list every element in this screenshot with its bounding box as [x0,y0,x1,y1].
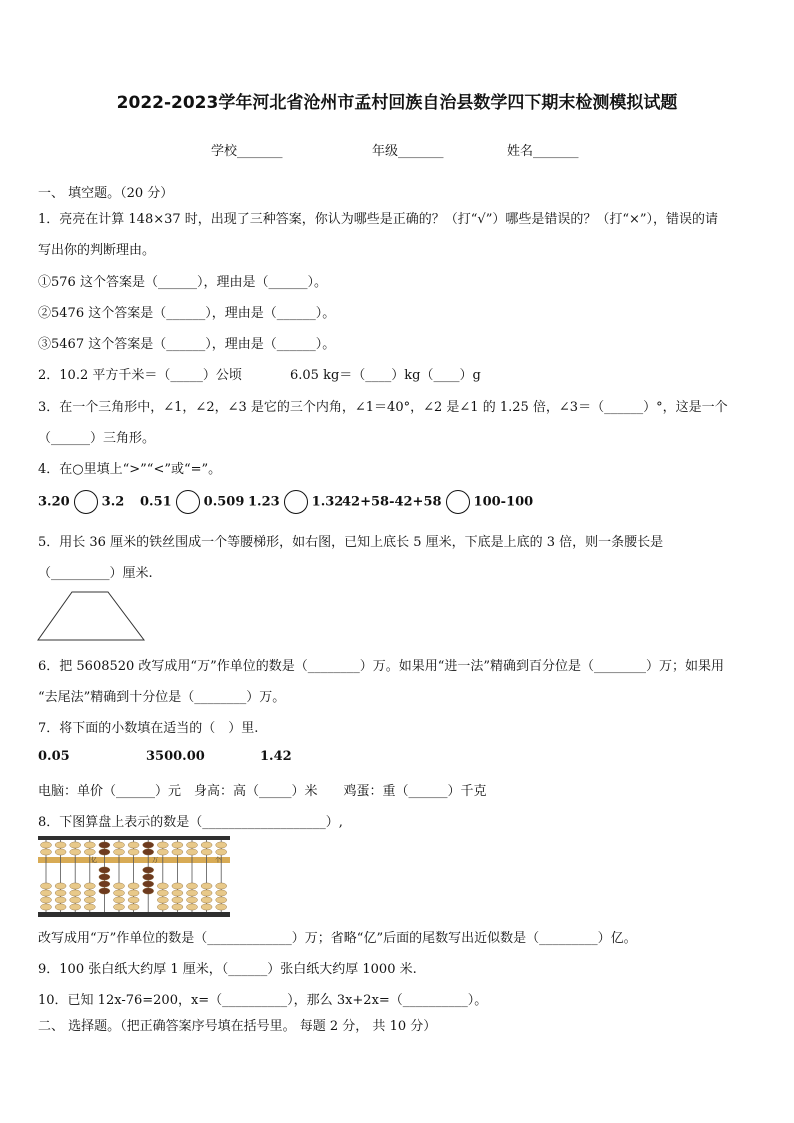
abacus-bead [99,881,110,887]
abacus-bead [55,849,66,855]
trapezoid-figure [36,590,148,642]
abacus-bead [70,897,81,903]
abacus-bead [70,842,81,848]
abacus-bead [128,897,139,903]
compare-circle[interactable] [74,490,98,514]
abacus-bead [99,888,110,894]
abacus-bead [128,842,139,848]
q4-item1-right: 3.2 [101,494,125,510]
abacus-bead [216,897,227,903]
abacus-bead [143,849,154,855]
abacus-bead [157,883,168,889]
abacus-bead [187,890,198,896]
q1-line1: 1．亮亮在计算 148×37 时，出现了三种答案，你认为哪些是正确的？（打“√”）哪些是错误的？（打“×”），错误的请 [38,212,719,227]
grade-field: 年级_______ [372,144,444,159]
abacus-bead [157,897,168,903]
abacus-figure [38,836,230,918]
name-field: 姓名_______ [507,144,579,159]
q4-item3 [248,490,343,514]
q4-item3-right: 1.32 [311,494,344,510]
abacus-bead [128,890,139,896]
q7-number-2: 3500.00 [146,749,205,764]
abacus-bead [216,904,227,910]
abacus-bead [41,904,52,910]
page-title: 2022-2023学年河北省沧州市孟村回族自治县数学四下期末检测模拟试题 [116,93,678,113]
abacus-bead [143,888,154,894]
abacus-bead [216,883,227,889]
q4-item2-right: 0.509 [203,494,245,510]
abacus-bead [55,842,66,848]
abacus-bead [157,849,168,855]
q6-line1: 6．把 5608520 改写成用“万”作单位的数是（________）万。如果用“进一法”精确到百分位是（________）万；如果用 [38,659,725,674]
section1-heading: 一、 填空题。（20 分） [38,186,174,201]
abacus-bead [84,849,95,855]
abacus-bead [128,904,139,910]
abacus-bead [41,849,52,855]
abacus-bead [70,883,81,889]
abacus-bead [216,842,227,848]
abacus-bead [55,883,66,889]
abacus-bead [187,904,198,910]
abacus-label-ge: 个 [215,857,222,864]
q5-line2: （_________）厘米. [38,566,153,581]
abacus-bead [55,897,66,903]
q4-item1-left: 3.20 [38,494,70,510]
abacus-bead [114,849,125,855]
abacus-bead [70,890,81,896]
abacus-bottom-frame [38,912,230,917]
abacus-bead [187,883,198,889]
abacus-bead [99,874,110,880]
compare-circle[interactable] [284,490,308,514]
abacus-bead [84,883,95,889]
abacus-bead [216,849,227,855]
q2-part-a: 2．10.2 平方千米＝（_____）公顷 [38,368,242,383]
abacus-bead [84,897,95,903]
abacus-bead [187,849,198,855]
q4-item3-left: 1.23 [248,494,280,510]
trapezoid-shape [38,592,144,640]
abacus-bead [143,881,154,887]
abacus-bead [172,897,183,903]
q8-followup: 改写成用“万”作单位的数是（_____________）万；省略“亿”后面的尾数写出近似数是（_________）亿。 [38,931,637,946]
abacus-bead [99,849,110,855]
abacus-bead [114,890,125,896]
abacus-bead [187,897,198,903]
abacus-bead [201,904,212,910]
abacus-top-frame [38,836,230,840]
q4-item2-left: 0.51 [140,494,172,510]
abacus-bead [70,904,81,910]
abacus-bead [41,842,52,848]
abacus-bead [114,897,125,903]
abacus-label-yi: 亿 [91,857,98,864]
compare-circle[interactable] [176,490,200,514]
abacus-bead [128,883,139,889]
abacus-bead [157,904,168,910]
q4-item4-left: 42+58-42+58 [342,494,442,510]
q5-line1: 5．用长 36 厘米的铁丝围成一个等腰梯形，如右图，已知上底长 5 厘米，下底是上底的 3 倍，则一条腰长是 [38,535,664,550]
abacus-bead [41,897,52,903]
q6-line2: “去尾法”精确到十分位是（________）万。 [38,690,286,705]
abacus-bead [55,904,66,910]
school-field: 学校_______ [211,144,283,159]
q1-line2: 写出你的判断理由。 [38,243,156,258]
compare-circle[interactable] [446,490,470,514]
q3-line2: （______）三角形。 [38,431,156,446]
abacus-bead [99,842,110,848]
abacus-bead [216,890,227,896]
q1-option1: ①576 这个答案是（______），理由是（______）。 [38,275,327,290]
abacus-bead [143,867,154,873]
abacus-bead [84,904,95,910]
q3-line1: 3．在一个三角形中，∠1，∠2，∠3 是它的三个内角，∠1＝40°，∠2 是∠1 的 1.25 倍，∠3＝（______）°，这是一个 [38,400,728,415]
abacus-bead [172,904,183,910]
q7-number-3: 1.42 [260,749,292,764]
section2-heading: 二、 选择题。（把正确答案序号填在括号里。 每题 2 分， 共 10 分） [38,1019,437,1034]
abacus-bead [70,849,81,855]
abacus-bead [201,890,212,896]
abacus-bead [114,883,125,889]
q4-text: 4．在○里填上“>”“<”或“=”。 [38,462,222,477]
q4-item1 [38,490,124,514]
q10-text: 10．已知 12x-76=200，x=（__________），那么 3x+2x=（__________）。 [38,993,488,1008]
abacus-bead [55,890,66,896]
abacus-bead [114,904,125,910]
abacus-bead [114,842,125,848]
abacus-bead [84,842,95,848]
q4-item2 [140,490,244,514]
abacus-bead [41,890,52,896]
abacus-bead [172,883,183,889]
abacus-bead [201,883,212,889]
q7-fill: 电脑：单价（______）元 身高：高（_____）米 鸡蛋：重（______）千克 [38,784,487,799]
q8-text: 8．下图算盘上表示的数是（___________________）, [38,815,343,830]
abacus-label-wan: 万 [152,857,159,864]
abacus-bead [201,849,212,855]
abacus-bead [172,849,183,855]
q9-text: 9．100 张白纸大约厚 1 厘米，（______）张白纸大约厚 1000 米. [38,962,417,977]
abacus-bead [172,842,183,848]
abacus-bead [157,842,168,848]
q7-text: 7．将下面的小数填在适当的（ ）里. [38,721,259,736]
abacus-bead [143,842,154,848]
q1-option3: ③5467 这个答案是（______），理由是（______）。 [38,337,336,352]
q4-item4-right: 100-100 [473,494,534,510]
abacus-bead [201,897,212,903]
abacus-bead [41,883,52,889]
abacus-bead [128,849,139,855]
abacus-bead [99,867,110,873]
q4-item4 [342,490,533,514]
abacus-bead [84,890,95,896]
q7-number-1: 0.05 [38,749,70,764]
q1-option2: ②5476 这个答案是（______），理由是（______）。 [38,306,336,321]
abacus-bead [201,842,212,848]
abacus-bead [172,890,183,896]
q2-part-b: 6.05 kg＝（____）kg（____）g [290,368,481,383]
abacus-bead [157,890,168,896]
abacus-bead [143,874,154,880]
abacus-bead [187,842,198,848]
